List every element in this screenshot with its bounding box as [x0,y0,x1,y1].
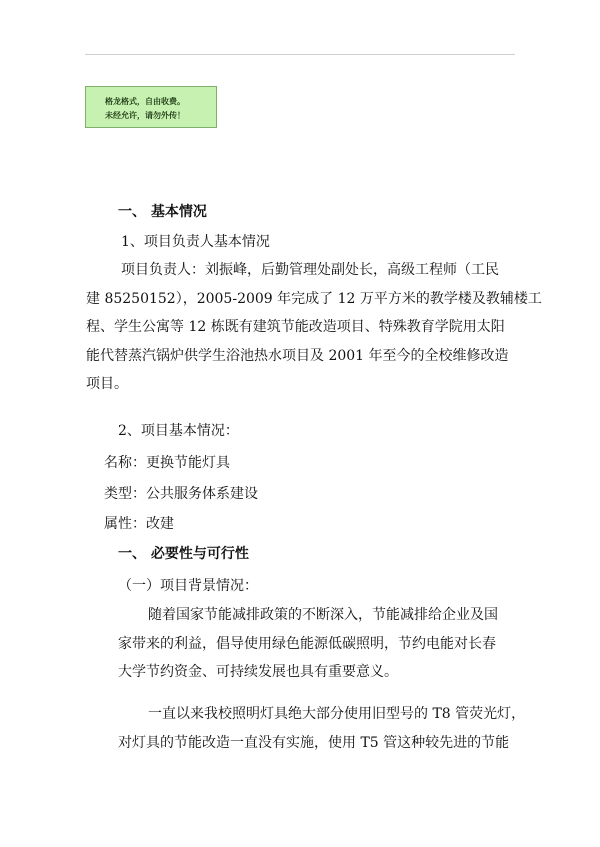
text-line: 一直以来我校照明灯具绝大部分使用旧型号的 T8 管荧光灯， [148,706,526,722]
subheading-project-info: 2、项目基本情况： [118,423,239,439]
text-line: 大学节约资金、可持续发展也具有重要意义。 [118,664,398,680]
project-name: 名称：更换节能灯具 [104,455,230,471]
text-line: 对灯具的节能改造一直没有实施，使用 T5 管这种较先进的节能 [118,734,510,751]
text-line: 建 85250152），2005-2009 年完成了 12 万平方米的教学楼及教辅楼工 [86,290,542,307]
text-line: 家带来的利益，倡导使用绿色能源低碳照明，节约电能对长春 [118,635,496,652]
text-line: 能代替蒸汽锅炉供学生浴池热水项目及 2001 年至今的全校维修改造 [86,347,509,364]
subheading-leader-info: 1、项目负责人基本情况 [121,234,270,250]
heading-basic-info: 一、 基本情况 [118,204,207,220]
paragraph-background [118,601,518,687]
header-rule [85,54,515,55]
heading-necessity: 一、 必要性与可行性 [118,546,249,562]
text-line: 随着国家节能减排政策的不断深入，节能减排给企业及国 [148,607,498,623]
text-line: 项目负责人：刘振峰，后勤管理处副处长，高级工程师（工民 [121,262,499,278]
paragraph-leader [86,256,542,399]
text-line: 程、学生公寓等 12 栋既有建筑节能改造项目、特殊教育学院用太阳 [86,319,505,335]
project-attribute: 属性：改建 [104,516,174,532]
notice-line-2: 未经允许，请勿外传！ [105,111,185,120]
project-type: 类型：公共服务体系建设 [104,486,258,502]
paragraph-lighting [118,700,526,757]
notice-line-1: 格龙格式，自由收费。 [105,97,185,106]
copyright-notice-box [85,86,217,128]
subheading-background: （一）项目背景情况： [118,578,258,594]
text-line: 项目。 [86,376,128,392]
